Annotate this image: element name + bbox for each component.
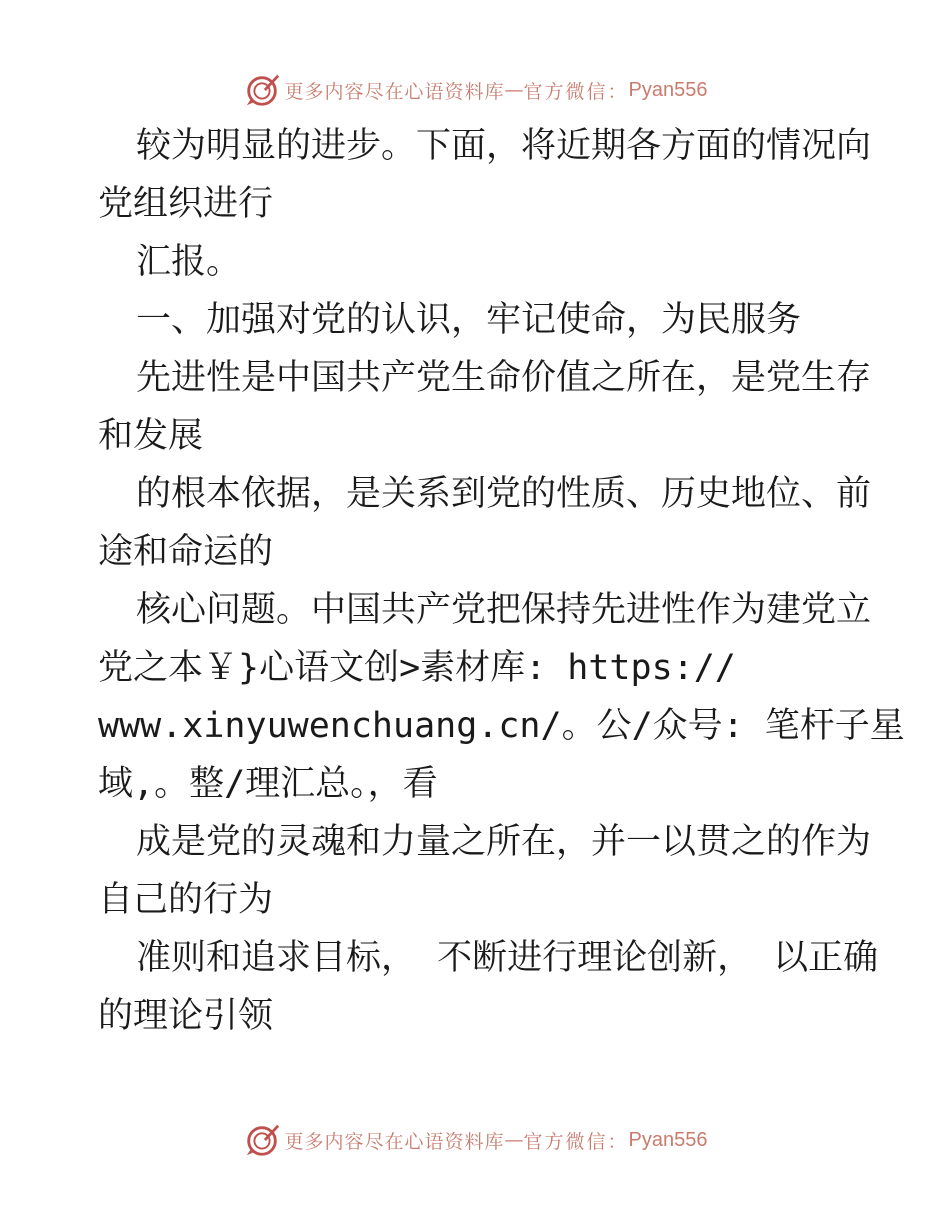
document-body bbox=[98, 117, 905, 1045]
banner-slogan: 更多内容尽在心语资料库 bbox=[284, 1130, 505, 1153]
paragraph-line: 核心问题。中国共产党把保持先进性作为建党立 bbox=[136, 590, 872, 630]
banner-slogan: 更多内容尽在心语资料库 bbox=[284, 80, 505, 103]
paragraph-line: 的根本依据，是关系到党的性质、历史地位、前 bbox=[136, 474, 872, 514]
banner-dash: — bbox=[504, 79, 524, 101]
paragraph-line: 汇报。 bbox=[136, 242, 242, 282]
header-watermark-banner bbox=[0, 70, 950, 110]
paragraph-line: 和发展 bbox=[98, 416, 204, 456]
banner-wechat-label: 官方微信： bbox=[523, 80, 629, 103]
paragraph-line: 域,。整/理汇总。，看 bbox=[98, 764, 438, 804]
paragraph-line: 自己的行为 bbox=[98, 880, 274, 920]
quill-seal-icon bbox=[243, 71, 281, 109]
paragraph-line: 党组织进行 bbox=[98, 184, 274, 224]
paragraph-line: 准则和追求目标， 不断进行理论创新， 以正确 bbox=[136, 938, 879, 978]
paragraph-line: 先进性是中国共产党生命价值之所在，是党生存 bbox=[136, 358, 872, 398]
paragraph-line: 党之本￥}心语文创>素材库: https:// bbox=[98, 648, 736, 688]
footer-watermark-banner bbox=[0, 1120, 950, 1160]
paragraph-line: 的理论引领 bbox=[98, 996, 274, 1036]
paragraph-line: 成是党的灵魂和力量之所在，并一以贯之的作为 bbox=[136, 822, 872, 862]
banner-wechat-label: 官方微信： bbox=[523, 1130, 629, 1153]
paragraph-line: www.xinyuwenchuang.cn/。公/众号: 笔杆子星 bbox=[98, 706, 905, 746]
banner-dash: — bbox=[504, 1129, 524, 1151]
paragraph-line: 较为明显的进步。下面，将近期各方面的情况向 bbox=[136, 126, 872, 166]
quill-seal-icon bbox=[243, 1121, 281, 1159]
paragraph-line: 途和命运的 bbox=[98, 532, 274, 572]
section-heading: 一、加强对党的认识，牢记使命，为民服务 bbox=[136, 300, 802, 340]
banner-wechat-id: Pyan556 bbox=[628, 1128, 708, 1151]
banner-wechat-id: Pyan556 bbox=[628, 78, 708, 101]
